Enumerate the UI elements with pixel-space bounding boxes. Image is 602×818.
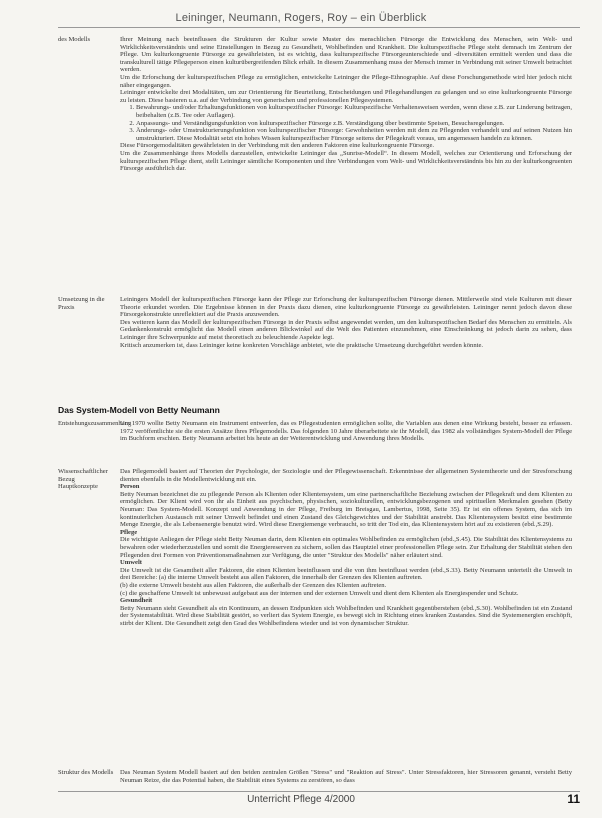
- subheading-pflege: Pflege: [120, 528, 138, 536]
- paragraph: Ihrer Meinung nach beeinflussen die Strukturen der Kultur sowie Muster des menschlichen Fürsorge die Entwicklung des Menschen, sein Welt- und Wirklichkeitsverständnis und seine Einstellungen in Bezug zu Gesundheit, Wohlbefinden und Krankheit. Die kulturspezifische Pflege steht demnach im Zentrum der Pflege. Um kulturkongruente Fürsorge zu gewährleisten, ist es wichtig, dass kulturspezifische Fürsorgeunterschiede und -diversitäten ermittelt werden und dass die transkulturell tätige Pflegeperson einen kulturübergreifenden Blick erhält. In diesem Zusammenhang muss der Mensch immer in Verbindung mit seiner Umwelt betrachtet werden.: [120, 36, 572, 74]
- paragraph: Um die Erforschung der kulturspezifischen Pflege zu ermöglichen, entwickelte Leininger die Pflege-Ethnographie. Auf diese Forschungsmethode wird hier jedoch nicht näher eingegangen.: [120, 73, 572, 89]
- section-heading: Das System-Modell von Betty Neumann: [58, 405, 220, 415]
- paragraph: Das Neuman System Modell basiert auf den beiden zentralen Größen "Stress" und "Reaktion auf Stress". Unter Stressfaktoren, hier Stressoren genannt, versteht Betty Neuman Reize, die das Potential haben, die Stabilität eines Systems zu zerstören, so dass: [120, 769, 572, 784]
- paragraph: Die Umwelt ist die Gesamtheit aller Faktoren, die einen Klienten beeinflussen und die von ihm beeinflusst werden (ebd.,S.33). Betty Neumann unterteilt die Umwelt in drei Bereiche: (a) die interne Umwelt besteht aus allen Faktoren, die innerhalb der Grenzen des Klienten auftreten.: [120, 566, 572, 582]
- margin-label-struktur: Struktur des Modells: [58, 769, 114, 776]
- subheading-umwelt: Umwelt: [120, 559, 142, 567]
- modality-list: [120, 104, 572, 142]
- list-item: 3. Änderungs- oder Umstrukturierungsfunktion von kulturspezifischer Fürsorge: Gewohnheiten werden mit dem zu Pflegenden verhandelt und auf seinen Nutzen hin umstrukturiert. Diese Modalität setzt ein hohes Wissen kulturspezifischer Fürsorge seitens der Pflegekraft voraus, um angemessen handeln zu können.: [136, 127, 572, 142]
- section2-structure-body: [120, 769, 572, 784]
- paragraph: Kritisch anzumerken ist, dass Leininger keine konkreten Vorschläge anbietet, wie die praktische Umsetzung durchgeführt werden könnte.: [120, 341, 484, 349]
- paragraph: Des weiteren kann das Modell der kulturspezifischen Fürsorge in der Praxis selbst angewendet werden, um den kulturspezifischen Bedarf des Menschen zu ermitteln. Als Gedankenkonstrukt ermöglicht das Modell einen anderen Blickwinkel auf die Welt des Patienten einzunehmen, eine Einschränkung ist jedoch darin zu sehen, dass Leininger ihre Schwerpunkte auf meist theoretisch zu beleuchtende Aspekte legt.: [120, 318, 572, 341]
- running-header: Leininger, Neumann, Rogers, Roy – ein Überblick: [175, 12, 427, 24]
- subheading-person: Person: [120, 483, 140, 491]
- list-item: 2. Anpassungs- und Verständigungsfunktion von kulturspezifischer Fürsorge z.B. Verständigung über bestimmte Speisen, Besuchsregelungen.: [136, 120, 572, 128]
- section1-practice-body: [120, 296, 572, 349]
- section2-concepts-body: [120, 468, 572, 627]
- label-hauptkonzepte: Hauptkonzepte: [58, 483, 98, 491]
- paragraph: Betty Neumann sieht Gesundheit als ein Kontinuum, an dessen Endpunkten sich Wohlbefinden und Krankheit gegenüberstehen (ebd.,S.30). Wohlbefinden ist ein Zustand der Systemstabilität. Wird diese Stabilität gestört, so verliert das System Energie, es bewegt sich in Richtung eines kranken Zustandes. Sind die Systemenergien erschöpft, stirbt der Klient. Die Gesundheit zeigt den Grad des Wohlbefindens wieder und ist von dynamischer Struktur.: [120, 604, 572, 627]
- paragraph: Leininger entwickelte drei Modalitäten, um zur Orientierung für Beurteilung, Entscheidungen und Pflegehandlungen zu gelangen und so eine kulturkongruente Fürsorge zu leisten. Diese basieren u.a. auf der Verbindung von generischen und professionellen Pflegesystemen.: [120, 89, 572, 104]
- paragraph: Die wichtigste Anliegen der Pflege sieht Betty Neuman darin, dem Klienten ein optimales Wohlbefinden zu ermöglichen (ebd.,S.45). Die Stabilität des Klientensystems zu bewahren oder wiederherzustellen und somit die Energiereserven zu sichern, sollen das Hauptziel einer professionellen Pflege sein. Zur Erhaltung der Stabilität stehen den Pflegenden drei Formen von Präventionsmaßnahmen zur Verfügung, die unter "Struktur des Modells" näher erläutert sind.: [120, 536, 572, 559]
- section2-origin-body: [120, 420, 572, 443]
- paragraph: Betty Neuman bezeichnet die zu pflegende Person als Klienten oder Klientensystem, um eine partnerschaftliche Beziehung zwischen der Pflegekraft und dem Klienten zu ermöglichen. Der Klient wird von ihr als Einheit aus psychischen, physischen, soziokulturellen, entwicklungsbezogenen und spirituellen Merkmalen gesehen (Betty Neuman: Das System-Modell. Konzept und Anwendung in der Pflege, Freiburg im Breisgau, Lambertus, 1998, Seite 35). Er ist ein offenes System, das sich im kontinuierlichen Austausch mit seiner Umwelt befindet und einen Zustand des Gleichgewichtes und der Stabilität anstrebt. Das Klientensystem besitzt eine bestimmte Menge Energie, die als Lebensenergie benutzt wird. Wird diese Energiemenge verbraucht, so tritt der Tod ein, das Klientensystem hört auf zu existieren (ebd.,S.29).: [120, 490, 572, 529]
- subheading-gesundheit: Gesundheit: [120, 597, 153, 605]
- paragraph: (c) die geschaffene Umwelt ist unbewusst aufgebaut aus der internen und der externen Umwelt und dient dem Klienten als Energiespender und Schutz.: [120, 589, 519, 597]
- header-divider: [58, 27, 580, 28]
- page-number: 11: [567, 792, 580, 806]
- paragraph: Diese Fürsorgemodalitäten gewährleisten in der Verbindung mit den anderen Faktoren eine kulturkongruente Fürsorge.: [120, 142, 435, 150]
- margin-label-modell: des Modells: [58, 36, 91, 43]
- paragraph: Um 1970 wollte Betty Neumann ein Instrument entwerfen, das es Pflegestudenten ermöglichen sollte, die Variablen aus denen eine Wirkung besteht, besser zu erfassen. 1972 veröffentlichte sie die ersten Ansätze ihres Pflegemodells. Das folgenden 10 Jahre überarbeitete sie ihr Modell, das 1982 als vollständiges System-Modell der Pflege im Buchform erschien. Betty Neumann arbeitet bis heute an der Weiterentwicklung und Anwendung ihres Modells.: [120, 420, 572, 443]
- label-wissenschaft: Wissenschaftlicher Bezug: [58, 468, 108, 483]
- paragraph: Um die Zusammenhänge ihres Modells darzustellen, entwickelte Leininger das „Sunrise-Modell“. In diesem Modell, welches zur Orientierung und Erforschung der kulturspezifischen Pflege dient, stellt Leininger sämtliche Komponenten und ihre Verbindungen vom Welt- und Wirklichkeitsverständnis bis hin zu der kulturkongruenten Fürsorge ausführlich dar.: [120, 149, 572, 173]
- paragraph: Leiningers Modell der kulturspezifischen Fürsorge kann der Pflege zur Erforschung der kulturspezifischen Fürsorge dienen. Mittlerweile sind viele Kulturen mit dieser Theorie erkundet worden. Die Ergebnisse können in der Praxis dazu dienen, eine kulturkongruente Fürsorge zu gewährleisten. Leininger nennt jedoch davon diese Fürsorgekonstrukte unreflektiert auf die Praxis anzuwenden.: [120, 296, 572, 319]
- paragraph: (b) die externe Umwelt besteht aus allen Faktoren, die außerhalb der Grenzen des Klienten auftreten.: [120, 581, 387, 589]
- list-item: 1. Bewahrungs- und/oder Erhaltungsfunktionen von kulturspezifischer Fürsorge: Kulturspezifische Verhaltensweisen werden, wenn diese z.B. zur Linderung beitragen, beibehalten (z.B. Tee oder Auflagen).: [136, 104, 572, 119]
- footer-divider: [58, 791, 580, 792]
- margin-label-entstehung: Entstehungszusammenhang: [58, 420, 132, 427]
- paragraph: Das Pflegemodell basiert auf Theorien der Psychologie, der Soziologie und der Pflegewissenschaft. Erkenntnisse der allgemeinen Systemtheorie und der Stresforschung dienten ebenfalls in die Modellentwicklung mit ein.: [120, 468, 572, 483]
- section1-body: [120, 36, 572, 173]
- margin-label-bezug: [58, 468, 116, 491]
- footer-journal: Unterricht Pflege 4/2000: [247, 794, 355, 805]
- margin-label-praxis: Umsetzung in die Praxis: [58, 296, 105, 311]
